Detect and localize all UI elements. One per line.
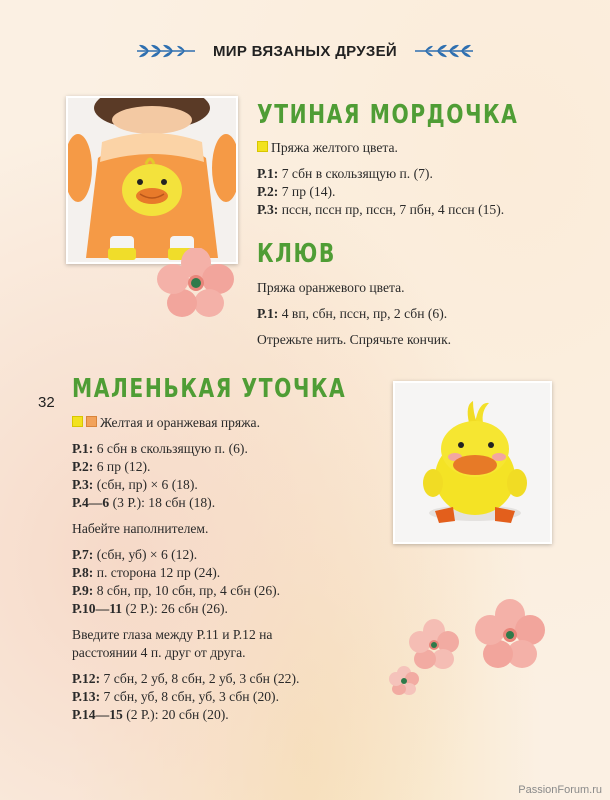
page-header: [0, 36, 610, 66]
yellow-swatch-icon: [257, 141, 268, 152]
row-line: Р.12: 7 сбн, 2 уб, 8 сбн, 2 уб, 3 сбн (22).: [72, 671, 300, 686]
section-title-beak: КЛЮВ: [257, 239, 336, 269]
duckling-image: [395, 383, 550, 542]
row-line: Р.7: (сбн, уб) × 6 (12).: [72, 547, 198, 562]
row-line: Р.3: пссн, пссн пр, пссн, 7 пбн, 4 пссн (15).: [257, 202, 505, 217]
row-line: Р.1: 6 сбн в скользящую п. (6).: [72, 441, 248, 456]
section-title-duck-face: УТИНАЯ МОРДОЧКА: [257, 100, 519, 130]
yellow-swatch-icon: [72, 416, 83, 427]
flower-icon: [146, 248, 246, 318]
flower-icon: [470, 595, 550, 675]
page-number: 32: [38, 394, 55, 411]
watermark: PassionForum.ru: [518, 784, 602, 796]
note-line: Введите глаза между Р.11 и Р.12 на: [72, 627, 273, 642]
yarn-line: Пряжа оранжевого цвета.: [257, 280, 405, 295]
row-line: Р.1: 7 сбн в скользящую п. (7).: [257, 166, 433, 181]
section-little-duck-body: [72, 414, 392, 724]
left-branch-icon: [135, 42, 197, 60]
orange-swatch-icon: [86, 416, 97, 427]
yarn-line: Пряжа желтого цвета.: [257, 139, 587, 157]
row-line: Р.2: 7 пр (14).: [257, 184, 336, 199]
row-line: Р.14—15 (2 Р.): 20 сбн (20).: [72, 707, 229, 722]
section-duck-face-body: [257, 139, 587, 219]
right-branch-icon: [413, 42, 475, 60]
flower-icon: [386, 663, 422, 699]
row-line: Р.2: 6 пр (12).: [72, 459, 151, 474]
row-line: Р.9: 8 сбн, пр, 10 сбн, пр, 4 сбн (26).: [72, 583, 281, 598]
doll-image: [68, 98, 236, 262]
section-beak-body: [257, 279, 587, 349]
row-line: Р.10—11 (2 Р.): 26 сбн (26).: [72, 601, 228, 616]
row-line: Р.8: п. сторона 12 пр (24).: [72, 565, 221, 580]
note-line: расстоянии 4 п. друг от друга.: [72, 645, 246, 660]
yarn-line: Желтая и оранжевая пряжа.: [72, 414, 392, 432]
row-line: Р.13: 7 сбн, уб, 8 сбн, уб, 3 сбн (20).: [72, 689, 279, 704]
row-line: Р.4—6 (3 Р.): 18 сбн (18).: [72, 495, 216, 510]
doll-photo: [66, 96, 238, 264]
section-title-little-duck: МАЛЕНЬКАЯ УТОЧКА: [72, 374, 347, 404]
note-line: Набейте наполнителем.: [72, 521, 209, 536]
header-title: МИР ВЯЗАНЫХ ДРУЗЕЙ: [212, 42, 397, 60]
row-line: Р.1: 4 вп, сбн, пссн, пр, 2 сбн (6).: [257, 306, 448, 321]
note-line: Отрежьте нить. Спрячьте кончик.: [257, 332, 452, 347]
duckling-photo: [393, 381, 552, 544]
row-line: Р.3: (сбн, пр) × 6 (18).: [72, 477, 198, 492]
